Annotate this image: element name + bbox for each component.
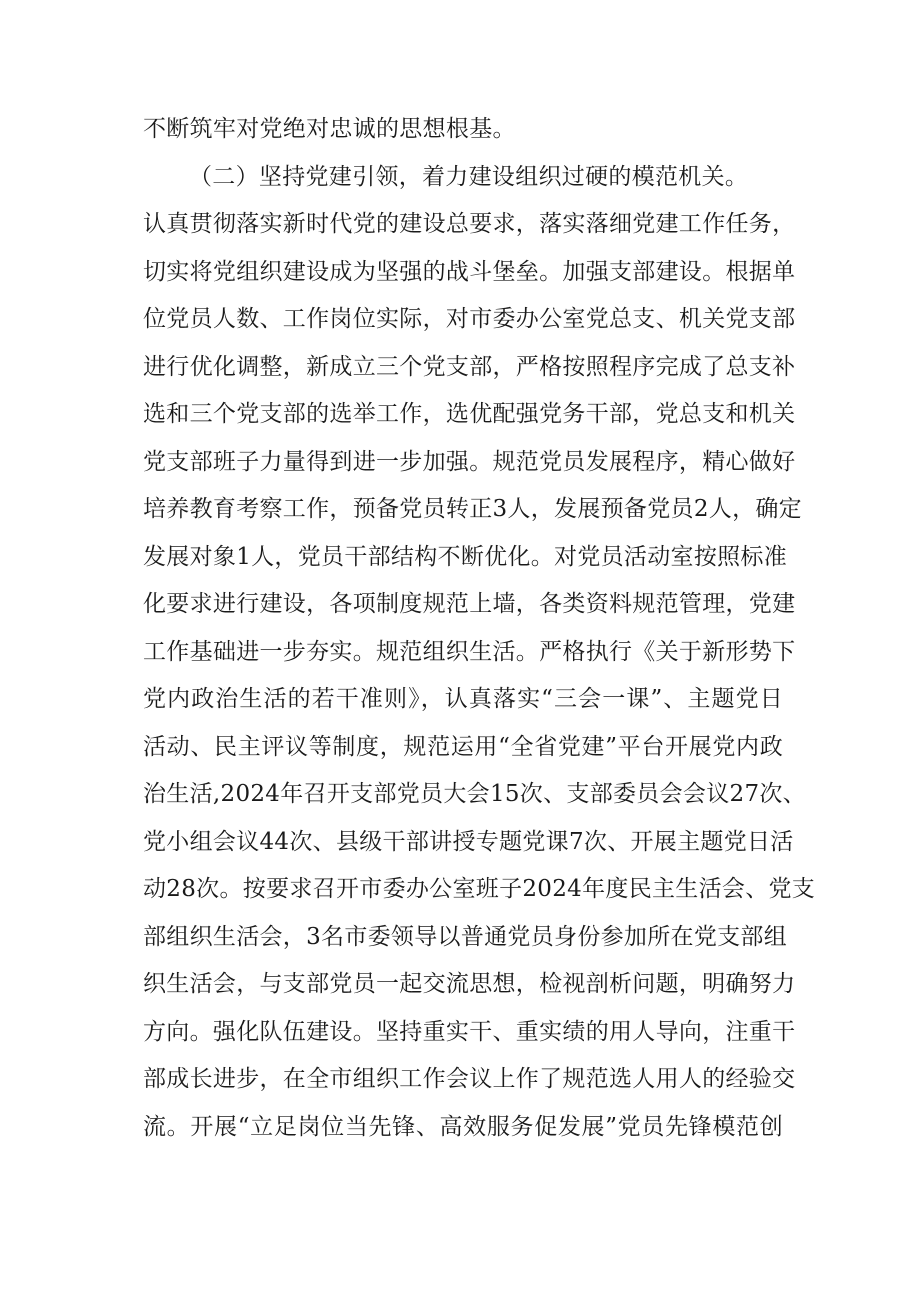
paragraph-line: 党支部班子力量得到进一步加强。规范党员发展程序，精心做好 xyxy=(143,448,796,475)
section-heading: （二）坚持党建引领，着力建设组织过硬的模范机关。 xyxy=(189,163,749,190)
paragraph-line: 部组织生活会，3名市委领导以普通党员身份参加所在党支部组 xyxy=(143,923,788,950)
paragraph-line: 发展对象1人，党员干部结构不断优化。对党员活动室按照标准 xyxy=(143,543,788,570)
paragraph-line: 进行优化调整，新成立三个党支部，严格按照程序完成了总支补 xyxy=(143,353,796,380)
paragraph-line: 织生活会，与支部党员一起交流思想，检视剖析问题，明确努力 xyxy=(143,971,796,997)
paragraph-line: 治生活,2024年召开支部党员大会15次、支部委员会会议27次、 xyxy=(143,781,806,807)
paragraph-line: 选和三个党支部的选举工作，选优配强党务干部，党总支和机关 xyxy=(143,401,796,427)
paragraph-line: 动28次。按要求召开市委办公室班子2024年度民主生活会、党支 xyxy=(143,876,816,902)
paragraph-line: 活动、民主评议等制度，规范运用“全省党建”平台开展党内政 xyxy=(143,733,783,760)
paragraph-line: 流。开展“立足岗位当先锋、高效服务促发展”党员先锋模范创 xyxy=(143,1113,783,1140)
paragraph-line: 方向。强化队伍建设。坚持重实干、重实绩的用人导向，注重干 xyxy=(143,1018,796,1045)
paragraph-line: 党小组会议44次、县级干部讲授专题党课7次、开展主题党日活 xyxy=(143,828,794,855)
paragraph-line: 党内政治生活的若干准则》，认真落实“三会一课”、主题党日 xyxy=(143,686,783,712)
paragraph-line: 部成长进步，在全市组织工作会议上作了规范选人用人的经验交 xyxy=(143,1066,796,1092)
paragraph-line: 认真贯彻落实新时代党的建设总要求，落实落细党建工作任务， xyxy=(143,211,796,237)
document-body xyxy=(143,106,816,1151)
paragraph-line: 培养教育考察工作，预备党员转正3人，发展预备党员2人，确定 xyxy=(143,496,802,522)
paragraph-line: 位党员人数、工作岗位实际，对市委办公室党总支、机关党支部 xyxy=(143,306,796,332)
paragraph-line: 化要求进行建设，各项制度规范上墙，各类资料规范管理，党建 xyxy=(143,591,796,617)
paragraph-line: 不断筑牢对党绝对忠诚的思想根基。 xyxy=(143,116,516,142)
paragraph-line: 工作基础进一步夯实。规范组织生活。严格执行《关于新形势下 xyxy=(143,638,796,665)
paragraph-line: 切实将党组织建设成为坚强的战斗堡垒。加强支部建设。根据单 xyxy=(143,258,796,285)
